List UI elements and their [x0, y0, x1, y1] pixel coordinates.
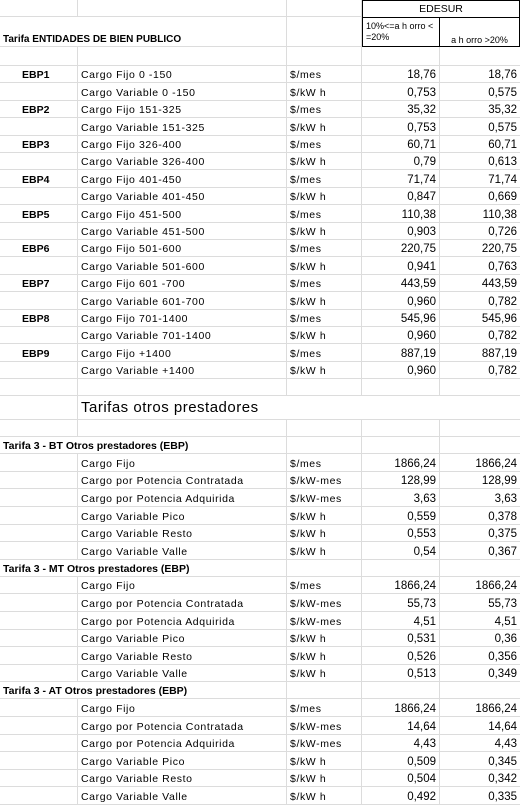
tariff-code: EBP9 [0, 344, 78, 361]
blank-cell [362, 379, 440, 396]
table-row [0, 594, 520, 612]
row-code [0, 787, 78, 805]
row-value-savings-10-20: 0,526 [362, 647, 440, 665]
row-unit: $/kW h [287, 153, 362, 170]
row-value-savings-over-20: 71,74 [440, 170, 520, 187]
row-value-savings-10-20: 0,79 [362, 153, 440, 170]
section-title: Tarifa 3 - MT Otros prestadores (EBP) [0, 560, 287, 577]
row-code [0, 542, 78, 560]
row-concept: Cargo Variable Valle [78, 665, 287, 683]
row-code [0, 454, 78, 472]
tariff-code: EBP1 [0, 66, 78, 83]
table-row [0, 454, 520, 472]
row-unit: $/kW h [287, 118, 362, 135]
row-value-savings-10-20: 0,960 [362, 292, 440, 309]
row-value-savings-over-20: 18,76 [440, 66, 520, 83]
table-row [0, 118, 520, 135]
row-code [0, 577, 78, 595]
sheet-title: Tarifa ENTIDADES DE BIEN PUBLICO [0, 17, 287, 47]
row-value-savings-over-20: 0,345 [440, 752, 520, 770]
row-value-savings-10-20: 1866,24 [362, 577, 440, 595]
table-row [0, 136, 520, 153]
row-code [0, 507, 78, 525]
row-code [0, 472, 78, 490]
blank-cell [287, 379, 362, 396]
row-concept: Cargo Variable Valle [78, 787, 287, 805]
section-title: Tarifa 3 - AT Otros prestadores (EBP) [0, 682, 287, 699]
row-value-savings-10-20: 0,509 [362, 752, 440, 770]
column-header-line-1: 10%<=a h orro < [366, 20, 434, 31]
section-header-row [0, 437, 520, 454]
table-row [0, 665, 520, 683]
blank-cell [362, 420, 440, 437]
row-concept: Cargo Variable Valle [78, 542, 287, 560]
row-value-savings-10-20: 0,559 [362, 507, 440, 525]
row-unit: $/kW h [287, 83, 362, 100]
row-unit: $/kW h [287, 188, 362, 205]
row-value-savings-10-20: 3,63 [362, 489, 440, 507]
row-value-savings-over-20: 887,19 [440, 344, 520, 361]
row-value-savings-over-20: 0,342 [440, 770, 520, 788]
row-value-savings-10-20: 14,64 [362, 717, 440, 735]
table-row [0, 577, 520, 595]
row-unit: $/kW-mes [287, 594, 362, 612]
column-header-savings-over-20: a h orro >20% [440, 17, 520, 47]
row-value-savings-over-20: 545,96 [440, 310, 520, 327]
row-concept: Cargo Fijo 601 -700 [78, 275, 287, 292]
row-value-savings-over-20: 0,782 [440, 292, 520, 309]
row-value-savings-10-20: 443,59 [362, 275, 440, 292]
table-row [0, 275, 520, 292]
blank-cell [78, 379, 287, 396]
row-value-savings-10-20: 887,19 [362, 344, 440, 361]
row-unit: $/kW h [287, 507, 362, 525]
row-unit: $/kW-mes [287, 472, 362, 490]
row-concept: Cargo Variable 451-500 [78, 223, 287, 240]
row-concept: Cargo Fijo 401-450 [78, 170, 287, 187]
row-unit: $/mes [287, 454, 362, 472]
row-value-savings-over-20: 110,38 [440, 205, 520, 222]
blank-cell [0, 47, 78, 66]
blank-cell [362, 560, 440, 577]
table-row [0, 66, 520, 83]
tariff-code [0, 83, 78, 100]
row-code [0, 770, 78, 788]
table-row [0, 153, 520, 170]
blank-cell [78, 420, 287, 437]
row-concept: Cargo Fijo [78, 577, 287, 595]
tariff-code [0, 118, 78, 135]
row-value-savings-10-20: 0,941 [362, 257, 440, 274]
blank-cell [440, 420, 520, 437]
row-concept: Cargo Fijo 151-325 [78, 101, 287, 118]
header-row-company [0, 0, 520, 17]
tariff-code: EBP7 [0, 275, 78, 292]
row-value-savings-over-20: 4,43 [440, 735, 520, 753]
row-value-savings-10-20: 35,32 [362, 101, 440, 118]
row-unit: $/kW h [287, 542, 362, 560]
row-concept: Cargo Fijo [78, 699, 287, 717]
table-row [0, 240, 520, 257]
tariff-code: EBP3 [0, 136, 78, 153]
blank-cell [287, 17, 362, 47]
blank-cell [78, 0, 287, 17]
row-value-savings-10-20: 0,753 [362, 83, 440, 100]
blank-cell [287, 0, 362, 17]
table-row [0, 489, 520, 507]
row-concept: Cargo Fijo +1400 [78, 344, 287, 361]
row-unit: $/mes [287, 205, 362, 222]
blank-cell [287, 560, 362, 577]
blank-row [0, 420, 520, 437]
row-value-savings-over-20: 35,32 [440, 101, 520, 118]
table-row [0, 630, 520, 648]
row-concept: Cargo Fijo 701-1400 [78, 310, 287, 327]
blank-cell [0, 420, 78, 437]
row-unit: $/mes [287, 240, 362, 257]
row-value-savings-over-20: 0,356 [440, 647, 520, 665]
row-concept: Cargo por Potencia Contratada [78, 594, 287, 612]
row-unit: $/kW h [287, 362, 362, 379]
blank-cell [287, 420, 362, 437]
header-row-columns [0, 17, 520, 47]
row-unit: $/mes [287, 577, 362, 595]
blank-cell [440, 379, 520, 396]
row-concept: Cargo Fijo 501-600 [78, 240, 287, 257]
row-concept: Cargo por Potencia Contratada [78, 717, 287, 735]
row-code [0, 752, 78, 770]
blank-row [0, 47, 520, 66]
blank-cell [0, 379, 78, 396]
table-row [0, 612, 520, 630]
table-row [0, 472, 520, 490]
row-value-savings-over-20: 128,99 [440, 472, 520, 490]
other-providers-title-row [0, 396, 520, 420]
table-row [0, 770, 520, 788]
company-header: EDESUR [362, 0, 520, 17]
row-unit: $/kW h [287, 223, 362, 240]
row-concept: Cargo Variable Pico [78, 752, 287, 770]
row-value-savings-10-20: 545,96 [362, 310, 440, 327]
row-value-savings-over-20: 0,613 [440, 153, 520, 170]
blank-cell [440, 47, 520, 66]
tariff-code [0, 188, 78, 205]
table-row [0, 787, 520, 805]
blank-cell [362, 47, 440, 66]
row-unit: $/mes [287, 310, 362, 327]
blank-cell [440, 437, 520, 454]
table-row [0, 170, 520, 187]
row-value-savings-over-20: 60,71 [440, 136, 520, 153]
row-value-savings-over-20: 0,367 [440, 542, 520, 560]
table-row [0, 83, 520, 100]
blank-cell [0, 0, 78, 17]
row-value-savings-10-20: 60,71 [362, 136, 440, 153]
row-value-savings-over-20: 0,36 [440, 630, 520, 648]
blank-cell [362, 682, 440, 699]
row-unit: $/kW h [287, 525, 362, 543]
row-concept: Cargo Variable 501-600 [78, 257, 287, 274]
tariff-code: EBP2 [0, 101, 78, 118]
row-value-savings-10-20: 0,54 [362, 542, 440, 560]
row-concept: Cargo por Potencia Contratada [78, 472, 287, 490]
tariff-code [0, 292, 78, 309]
row-unit: $/mes [287, 101, 362, 118]
tariff-code: EBP8 [0, 310, 78, 327]
row-concept: Cargo Fijo 451-500 [78, 205, 287, 222]
row-concept: Cargo Variable Resto [78, 525, 287, 543]
row-value-savings-10-20: 0,960 [362, 362, 440, 379]
column-header-line-2: =20% [366, 31, 390, 42]
row-unit: $/mes [287, 699, 362, 717]
row-concept: Cargo Variable Resto [78, 647, 287, 665]
row-value-savings-over-20: 0,782 [440, 327, 520, 344]
row-concept: Cargo Variable 701-1400 [78, 327, 287, 344]
row-value-savings-10-20: 0,847 [362, 188, 440, 205]
row-unit: $/kW h [287, 665, 362, 683]
row-unit: $/kW-mes [287, 489, 362, 507]
row-unit: $/kW h [287, 630, 362, 648]
row-code [0, 612, 78, 630]
row-code [0, 525, 78, 543]
table-row [0, 205, 520, 222]
row-value-savings-over-20: 0,378 [440, 507, 520, 525]
row-value-savings-10-20: 71,74 [362, 170, 440, 187]
row-value-savings-10-20: 0,553 [362, 525, 440, 543]
row-unit: $/mes [287, 136, 362, 153]
row-value-savings-over-20: 0,349 [440, 665, 520, 683]
row-value-savings-over-20: 0,335 [440, 787, 520, 805]
row-concept: Cargo Variable 601-700 [78, 292, 287, 309]
row-concept: Cargo por Potencia Adquirida [78, 489, 287, 507]
row-concept: Cargo por Potencia Adquirida [78, 735, 287, 753]
row-value-savings-10-20: 128,99 [362, 472, 440, 490]
row-value-savings-over-20: 0,669 [440, 188, 520, 205]
table-row [0, 717, 520, 735]
blank-cell [0, 396, 78, 420]
section-header-row [0, 560, 520, 577]
row-unit: $/kW h [287, 752, 362, 770]
blank-cell [287, 47, 362, 66]
row-unit: $/kW-mes [287, 717, 362, 735]
row-unit: $/mes [287, 170, 362, 187]
row-value-savings-over-20: 1866,24 [440, 454, 520, 472]
table-row [0, 188, 520, 205]
row-concept: Cargo Variable 0 -150 [78, 83, 287, 100]
row-unit: $/kW h [287, 292, 362, 309]
row-concept: Cargo Variable 151-325 [78, 118, 287, 135]
row-concept: Cargo Variable Pico [78, 507, 287, 525]
blank-cell [287, 682, 362, 699]
row-value-savings-over-20: 4,51 [440, 612, 520, 630]
row-value-savings-over-20: 0,575 [440, 83, 520, 100]
table-row [0, 699, 520, 717]
row-code [0, 717, 78, 735]
row-code [0, 594, 78, 612]
row-unit: $/kW h [287, 647, 362, 665]
row-concept: Cargo Fijo 0 -150 [78, 66, 287, 83]
tariff-code: EBP5 [0, 205, 78, 222]
row-unit: $/mes [287, 66, 362, 83]
row-value-savings-10-20: 4,51 [362, 612, 440, 630]
row-code [0, 699, 78, 717]
row-value-savings-10-20: 0,504 [362, 770, 440, 788]
tariff-code [0, 362, 78, 379]
row-unit: $/kW-mes [287, 735, 362, 753]
row-value-savings-10-20: 1866,24 [362, 699, 440, 717]
row-concept: Cargo Variable Pico [78, 630, 287, 648]
table-row [0, 507, 520, 525]
row-value-savings-10-20: 0,753 [362, 118, 440, 135]
section-header-row [0, 682, 520, 699]
row-value-savings-10-20: 0,531 [362, 630, 440, 648]
column-header-savings-10-20 [362, 17, 440, 47]
table-row [0, 362, 520, 379]
row-value-savings-10-20: 110,38 [362, 205, 440, 222]
tariff-code [0, 223, 78, 240]
row-value-savings-over-20: 1866,24 [440, 577, 520, 595]
row-code [0, 735, 78, 753]
tariff-code [0, 257, 78, 274]
row-concept: Cargo Variable 326-400 [78, 153, 287, 170]
table-row [0, 257, 520, 274]
section-title: Tarifa 3 - BT Otros prestadores (EBP) [0, 437, 287, 454]
row-value-savings-over-20: 0,726 [440, 223, 520, 240]
blank-cell [78, 47, 287, 66]
row-code [0, 489, 78, 507]
row-unit: $/mes [287, 275, 362, 292]
table-row [0, 327, 520, 344]
row-value-savings-10-20: 0,492 [362, 787, 440, 805]
row-value-savings-over-20: 0,575 [440, 118, 520, 135]
row-value-savings-over-20: 443,59 [440, 275, 520, 292]
row-value-savings-10-20: 55,73 [362, 594, 440, 612]
tariff-code [0, 153, 78, 170]
row-value-savings-over-20: 0,782 [440, 362, 520, 379]
blank-cell [440, 682, 520, 699]
row-value-savings-over-20: 55,73 [440, 594, 520, 612]
row-unit: $/kW-mes [287, 612, 362, 630]
row-value-savings-10-20: 0,513 [362, 665, 440, 683]
table-row [0, 525, 520, 543]
row-value-savings-over-20: 14,64 [440, 717, 520, 735]
blank-row [0, 379, 520, 396]
row-concept: Cargo Variable +1400 [78, 362, 287, 379]
table-row [0, 310, 520, 327]
blank-cell [287, 437, 362, 454]
table-row [0, 752, 520, 770]
row-code [0, 665, 78, 683]
row-value-savings-over-20: 0,763 [440, 257, 520, 274]
table-row [0, 735, 520, 753]
tariff-code: EBP4 [0, 170, 78, 187]
row-unit: $/kW h [287, 257, 362, 274]
row-value-savings-over-20: 1866,24 [440, 699, 520, 717]
table-row [0, 344, 520, 361]
row-unit: $/kW h [287, 770, 362, 788]
row-value-savings-10-20: 220,75 [362, 240, 440, 257]
tariff-code: EBP6 [0, 240, 78, 257]
tariff-code [0, 327, 78, 344]
row-value-savings-over-20: 3,63 [440, 489, 520, 507]
row-concept: Cargo Variable Resto [78, 770, 287, 788]
row-concept: Cargo Variable 401-450 [78, 188, 287, 205]
row-concept: Cargo Fijo [78, 454, 287, 472]
row-unit: $/kW h [287, 327, 362, 344]
row-value-savings-10-20: 4,43 [362, 735, 440, 753]
table-row [0, 292, 520, 309]
row-unit: $/mes [287, 344, 362, 361]
row-concept: Cargo por Potencia Adquirida [78, 612, 287, 630]
table-row [0, 542, 520, 560]
row-concept: Cargo Fijo 326-400 [78, 136, 287, 153]
row-value-savings-10-20: 18,76 [362, 66, 440, 83]
other-providers-title: Tarifas otros prestadores [78, 396, 520, 420]
row-value-savings-10-20: 0,960 [362, 327, 440, 344]
table-row [0, 647, 520, 665]
blank-cell [440, 560, 520, 577]
row-code [0, 630, 78, 648]
table-row [0, 223, 520, 240]
row-code [0, 647, 78, 665]
blank-cell [362, 437, 440, 454]
table-row [0, 101, 520, 118]
row-unit: $/kW h [287, 787, 362, 805]
row-value-savings-over-20: 220,75 [440, 240, 520, 257]
row-value-savings-10-20: 1866,24 [362, 454, 440, 472]
row-value-savings-10-20: 0,903 [362, 223, 440, 240]
row-value-savings-over-20: 0,375 [440, 525, 520, 543]
